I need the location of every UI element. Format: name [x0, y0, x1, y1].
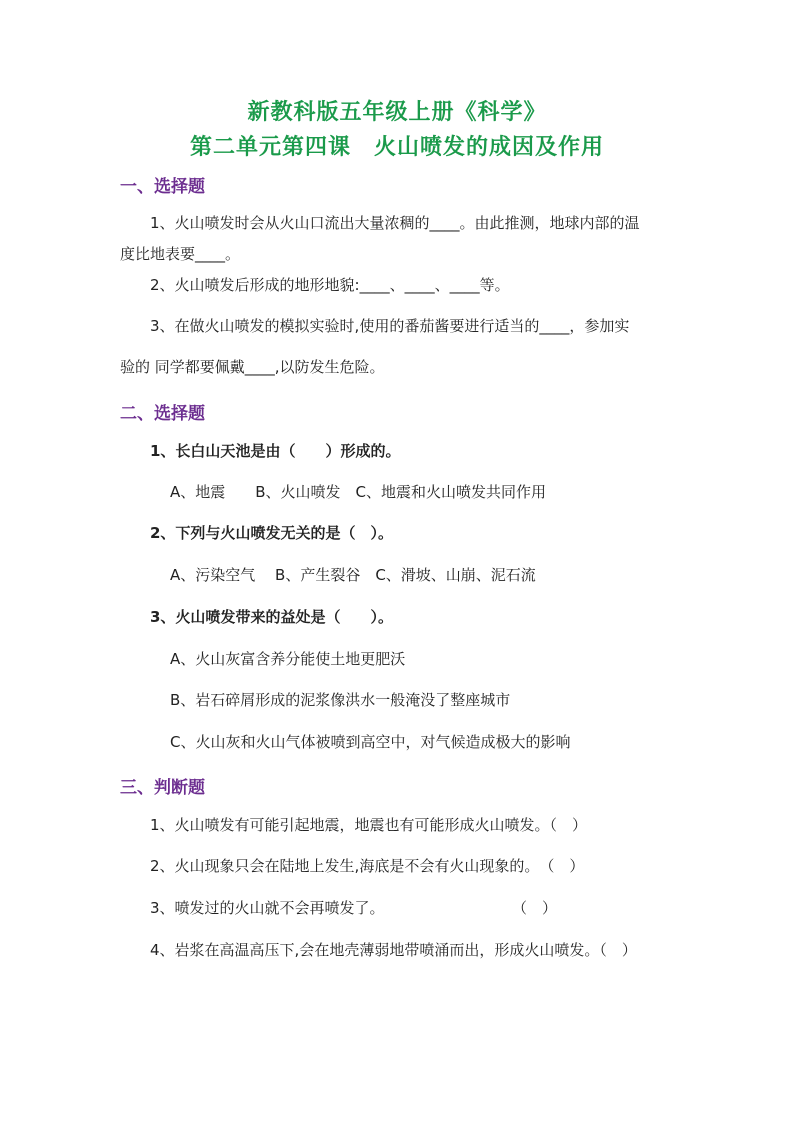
section-heading-2: 二、选择题 [120, 404, 205, 424]
fill-question-2: 2、火山喷发后形成的地形地貌:____、____、____等。 [150, 276, 510, 294]
choice-question-1: 1、长白山天池是由（ ）形成的。 [150, 442, 401, 460]
section-heading-3: 三、判断题 [120, 778, 205, 798]
choice-question-2-options: A、污染空气 B、产生裂谷 C、滑坡、山崩、泥石流 [170, 566, 536, 584]
section-heading-1: 一、选择题 [120, 177, 205, 197]
choice-question-3: 3、火山喷发带来的益处是（ ）。 [150, 608, 393, 626]
fill-question-1-line-1: 1、火山喷发时会从火山口流出大量浓稠的____。由此推测，地球内部的温 [150, 214, 640, 232]
choice-question-3-option-b: B、岩石碎屑形成的泥浆像洪水一般淹没了整座城市 [170, 691, 511, 709]
choice-question-3-option-a: A、火山灰富含养分能使土地更肥沃 [170, 650, 406, 668]
judge-question-1: 1、火山喷发有可能引起地震，地震也有可能形成火山喷发。（ ） [150, 816, 588, 834]
lesson-title: 第二单元第四课 火山喷发的成因及作用 [189, 135, 604, 160]
choice-question-1-options: A、地震 B、火山喷发 C、地震和火山喷发共同作用 [170, 483, 547, 501]
judge-question-3: 3、喷发过的火山就不会再喷发了。 [150, 899, 385, 917]
judge-question-4: 4、岩浆在高温高压下,会在地壳薄弱地带喷涌而出，形成火山喷发。（ ） [150, 941, 637, 959]
fill-question-1-line-2: 度比地表要____。 [120, 245, 241, 263]
choice-question-2: 2、下列与火山喷发无关的是（ ）。 [150, 524, 393, 542]
judge-question-2: 2、火山现象只会在陆地上发生,海底是不会有火山现象的。 （ ） [150, 857, 585, 875]
judge-question-3-answer-paren: （ ） [512, 899, 558, 917]
document-title: 新教科版五年级上册《科学》 [247, 100, 547, 125]
choice-question-3-option-c: C、火山灰和火山气体被喷到高空中，对气候造成极大的影响 [170, 733, 571, 751]
fill-question-3-line-2: 验的 同学都要佩戴____,以防发生危险。 [120, 358, 385, 376]
fill-question-3-line-1: 3、在做火山喷发的模拟实验时,使用的番茄酱要进行适当的____，参加实 [150, 317, 630, 335]
